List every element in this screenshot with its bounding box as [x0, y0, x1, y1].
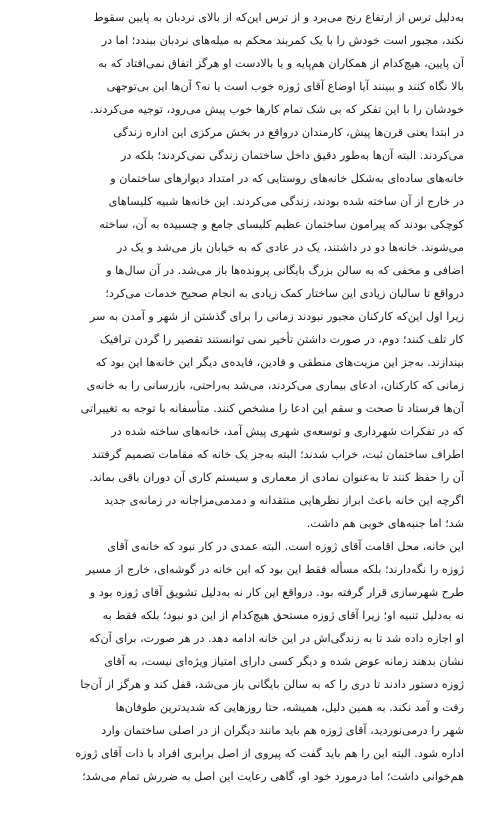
text-line: کوچکی بودند که پیرامون ساختمان عظیم کلیسای جامع و چسبیده به آن، ساخته	[99, 218, 464, 231]
text-line: که در تفکرات شهرداری و توسعه‌ی شهری پیش آمد، خانه‌های ساخته شده در	[111, 425, 464, 438]
text-line: این خانه، محل اقامت آقای ژوزه است. البته عمدی در کار نبود که خانه‌ی آقای	[107, 540, 464, 553]
text-line: در ابتدا یعنی قرن‌ها پیش، کارمندان درواقع در بخش مرکزی این اداره زندگی	[113, 126, 464, 139]
text-line: آن را حفظ کنند تا به‌عنوان نمادی از معماری و سیستم کاری آن دوران باقی بماند.	[89, 471, 464, 484]
text-line: هم‌خوانی داشت؛ اما درمورد خود او، گاهی رعایت این اصل به ضررش تمام می‌شد؛	[82, 770, 464, 783]
text-line: زمانی که کارکنان، ادعای بیماری می‌کردند، می‌شد به‌راحتی، بازرسانی را به خانه‌ی	[86, 379, 464, 392]
text-line: اطراف ساختمان ثبت، خراب شدند؛ البته به‌جز یک خانه که مقامات تصمیم گرفتند	[91, 448, 464, 461]
text-line: زیرا اول این‌که کارکنان مجبور نبودند زمانی را برای گذشتن از شهر و آمدن به سر	[89, 310, 464, 323]
text-line: شد؛ اما جنبه‌های خوبی هم داشت.	[306, 517, 464, 530]
text-line: اضافی و مخفی که به سالن بزرگ بایگانی پرونده‌ها باز می‌شد. در آن سال‌ها و	[106, 264, 464, 277]
text-line: شهر را درمی‌نوردید، آقای ژوزه هم باید مانند دیگران از در اصلی ساختمان وارد	[101, 724, 464, 737]
text-line: در خارج از آن ساخته شده بودند، زندگی می‌کردند. این خانه‌ها شبیه کلیساهای	[108, 195, 464, 208]
text-line: او اجازه داده شد تا به زندگی‌اش در این خانه ادامه دهد. در هر صورت، برای آن‌که	[89, 632, 464, 645]
text-line: اداره شود. البته این را هم باید گفت که پیروی از اصل برابری افراد با ذات آقای ژوزه	[75, 747, 464, 760]
text-line: ژوزه دستور دادند تا دری را که به سالن بایگانی باز می‌شد، قفل کند و هرگز از آن‌جا	[80, 678, 464, 691]
text-line: خانه‌های ساده‌ای به‌شکل خانه‌های روستایی که در امتداد دیوارهای ساختمان و	[110, 172, 464, 185]
text-line: نه به‌دلیل تنبیه او؛ زیرا آقای ژوزه مستحق هیچ‌کدام از این دو نبود؛ بلکه فقط به	[102, 609, 464, 622]
text-line: درواقع تا سالیان زیادی این ساختار کمک زیادی به انجام صحیح خدمات می‌کرد؛	[105, 287, 464, 300]
text-line: ژوزه را نگه‌دارند؛ بلکه مسأله فقط این بود که این خانه در گوشه‌ای، خارج از مسیر	[85, 563, 464, 576]
text-line: طرح شهرسازی قرار گرفته بود. درواقع این کار نه به‌دلیل تشویق آقای ژوزه بود و	[89, 586, 464, 599]
text-line: می‌کردند. البته آن‌ها به‌طور دقیق داخل ساختمان زندگی نمی‌کردند؛ بلکه در	[120, 149, 464, 162]
text-line: به‌دلیل ترس از ارتفاع رنج می‌برد و از ترس این‌که از بالای نردبان به پایین سقوط	[93, 11, 464, 24]
text-line: بالا نگاه کنند و ببینند آیا اوضاع آقای ژوزه خوب است یا نه؟ آن‌ها این بی‌توجهی	[106, 80, 464, 93]
text-line: آن‌ها فرستاد تا صحت و سقم این ادعا را مشخص کنند. متأسفانه با توجه به تغییراتی	[80, 402, 464, 415]
text-line: خودشان را با این تفکر که بی شک تمام کارها خوب پیش می‌رود، توجیه می‌کردند.	[89, 103, 464, 116]
text-line: نکند، مجبور است خودش را با یک کمربند محکم به میله‌های نردبان ببندد؛ اما در	[101, 34, 464, 47]
text-line: می‌شوند. خانه‌ها دو در داشتند، یک در عادی که به خیابان باز می‌شد و یک در	[116, 241, 464, 254]
text-line: نشان بدهند زمانه عوض شده و دیگر کسی دارای امتیاز ویژه‌ای نیست، به آقای	[104, 655, 464, 668]
text-line: کار تلف کنند؛ دوم، در صورت داشتن تأخیر نمی توانستند تقصیر را گردن ترافیک	[99, 333, 464, 346]
text-line: رفت و آمد نکند. به همین دلیل، همیشه، حتا روزهایی که شدیدترین طوفان‌ها	[115, 701, 464, 714]
text-line: بیندازند. به‌جز این مزیت‌های منطقی و فادین، فایده‌ی دیگر این خانه‌ها این بود که	[95, 356, 464, 369]
text-line: اگرچه این خانه باعث ابراز نظرهایی منتقدانه و دمدمی‌مزاجانه در زمانه‌ی جدید	[104, 494, 464, 507]
text-line: آن پایین، هیچ‌کدام از همکاران هم‌پایه و یا بالادست او هرگز اتفاق نمی‌افتاد که به	[98, 57, 464, 70]
